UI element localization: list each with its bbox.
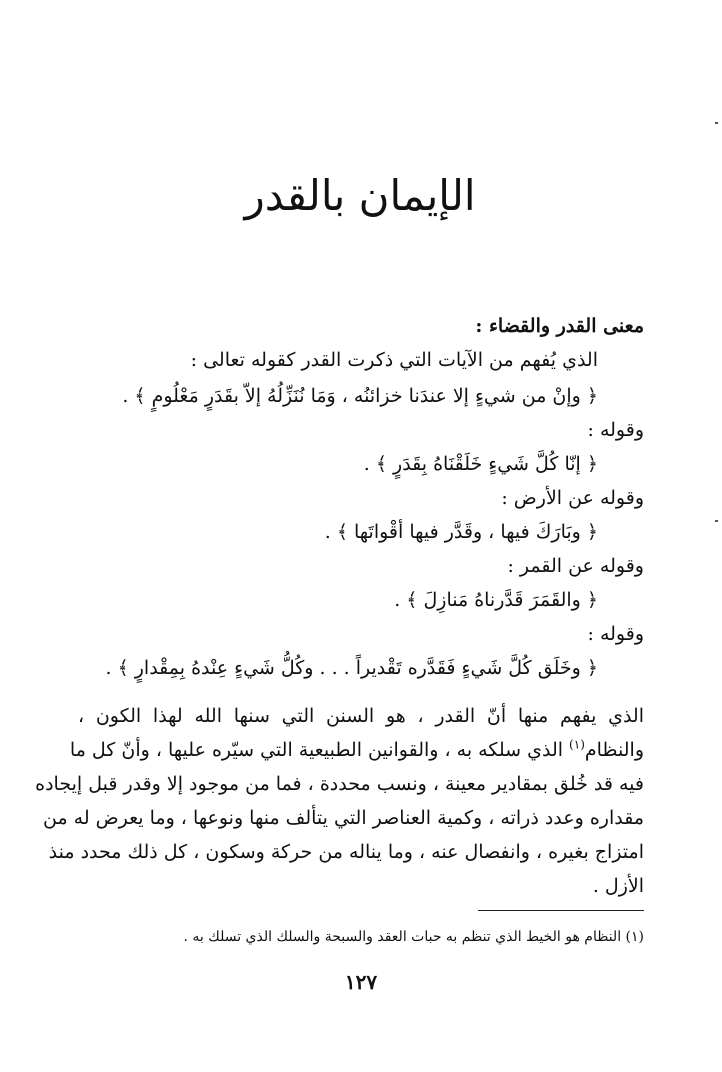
- intro-line: وقوله :: [587, 623, 644, 645]
- margin-mark: [715, 122, 718, 124]
- intro-line: وقوله عن القمر :: [507, 555, 644, 577]
- intro-line: وقوله :: [587, 419, 644, 441]
- paragraph-line: فيه قد خُلق بمقادير معينة ، ونسب محددة ، فما من موجود إلا وقدر قبل إيجاده: [35, 773, 644, 795]
- paragraph-line: امتزاج بغيره ، وانفصال عنه ، وما يناله من حركة وسكون ، كل ذلك محدد منذ: [48, 841, 644, 863]
- margin-mark: [715, 520, 718, 522]
- quran-verse: ﴿ والقَمَرَ قَدَّرناهُ مَنازِلَ ﴾ .: [394, 589, 598, 611]
- footnote-divider: [478, 910, 644, 911]
- section-heading: معنى القدر والقضاء :: [475, 315, 644, 337]
- quran-verse: ﴿ وبَارَكَ فيها ، وقَدَّر فيها أقْواتَها ﴾ .: [324, 521, 598, 543]
- paragraph-text: الذي سلكه به ، والقوانين الطبيعية التي سيّره عليها ، وأنّ كل ما: [69, 739, 570, 761]
- quran-verse: ﴿ وخَلَق كُلَّ شَيءٍ فَقَدَّره تَقْديراً . . . وكُلُّ شَيءٍ عِنْدهُ بِمِقْدارٍ ﴾ .: [105, 657, 598, 679]
- paragraph-text: والنظام: [584, 739, 644, 761]
- footnote-marker: (١): [569, 737, 585, 752]
- quran-verse: ﴿ وإنْ من شيءٍ إلا عندَنا خزائنُه ، وَمَا نُنَزِّلُهُ إلاّ بقَدَرٍ مَعْلُومٍ ﴾ .: [122, 385, 598, 407]
- paragraph-line: الذي يفهم منها أنّ القدر ، هو السنن التي سنها الله لهذا الكون ،: [78, 705, 644, 727]
- paragraph-line: مقداره وعدد ذراته ، وكمية العناصر التي يتألف منها ونوعها ، وما يعرض له من: [42, 807, 644, 829]
- page-title: الإيمان بالقدر: [244, 171, 476, 220]
- footnote: (١) النظام هو الخيط الذي تنظم به حبات العقد والسبحة والسلك الذي تسلك به .: [183, 929, 644, 945]
- page-number: ١٢٧: [344, 970, 378, 994]
- paragraph-line: [69, 736, 644, 764]
- quran-verse: ﴿ إنّا كُلَّ شَيءٍ خَلَقْنَاهُ بِقَدَرٍ ﴾ .: [363, 453, 598, 475]
- paragraph-line: الأزل .: [592, 875, 644, 897]
- intro-line: وقوله عن الأرض :: [501, 487, 644, 509]
- intro-line: الذي يُفهم من الآيات التي ذكرت القدر كقوله تعالى :: [190, 349, 598, 371]
